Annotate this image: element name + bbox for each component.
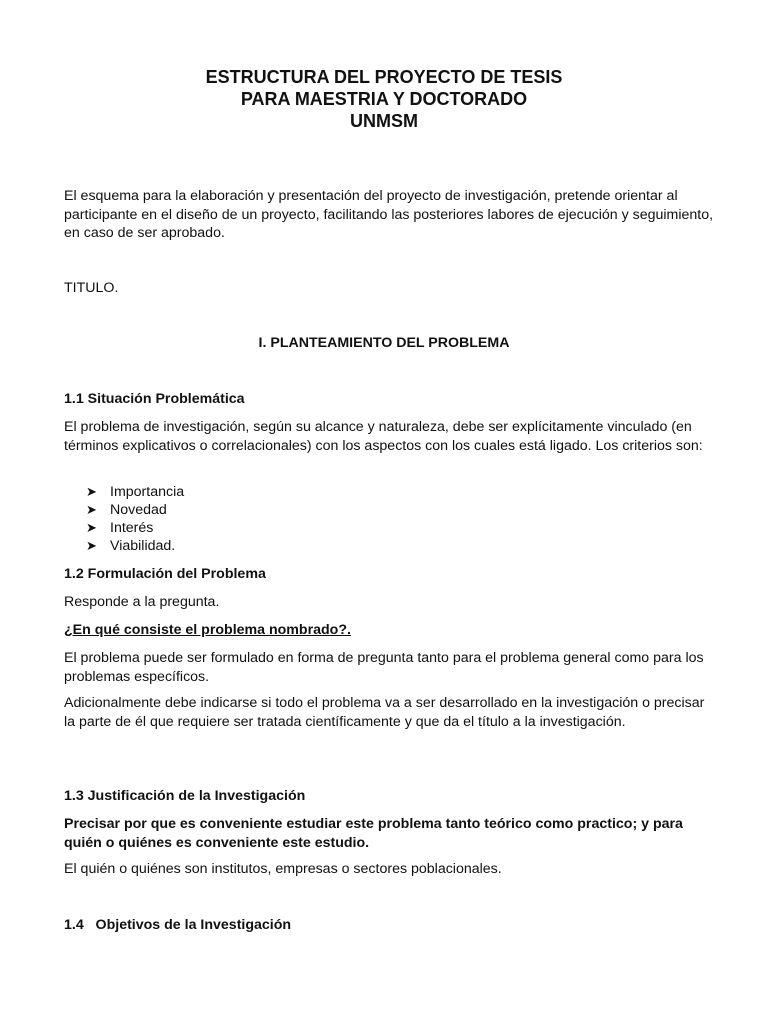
- section-1-4-heading: 1.4 Objetivos de la Investigación: [64, 917, 292, 933]
- section-1-1-text: El problema de investigación, según su alcance y naturaleza, debe ser explícitamente vinculado (en términos explicativos o correlacionales) con los aspectos con los cuales está ligado. Los criterios son:: [64, 419, 703, 454]
- arrow-bullet-icon: ➤: [86, 502, 97, 517]
- arrow-bullet-icon: ➤: [86, 538, 97, 553]
- list-item-label: Interés: [110, 520, 154, 536]
- section-1-2-text-3: Adicionalmente debe indicarse si todo el problema va a ser desarrollado en la investigación o precisar la parte de él que requiere ser tratada científicamente y que da el título a la investigación.: [64, 695, 705, 730]
- title-line-2: PARA MAESTRIA Y DOCTORADO: [240, 89, 528, 109]
- list-item: [64, 537, 714, 555]
- section-1-3-text: El quién o quiénes son institutos, empresas o sectores poblacionales.: [64, 861, 502, 877]
- list-item-label: Viabilidad.: [110, 538, 176, 554]
- section-1-3-heading: 1.3 Justificación de la Investigación: [64, 788, 306, 804]
- list-item-label: Importancia: [110, 484, 185, 500]
- list-item: [64, 501, 714, 519]
- list-item: [64, 519, 714, 537]
- intro-paragraph: El esquema para la elaboración y presentación del proyecto de investigación, pretende orientar al participante en el diseño de un proyecto, facilitando las posteriores labores de ejecución y seguimiento, en caso de ser aprobado.: [64, 188, 714, 241]
- section-1-2-heading: 1.2 Formulación del Problema: [64, 566, 266, 582]
- section-1-heading: I. PLANTEAMIENTO DEL PROBLEMA: [258, 335, 510, 351]
- section-1-2-question: ¿En qué consiste el problema nombrado?.: [64, 622, 351, 638]
- title-line-3: UNMSM: [350, 111, 418, 131]
- section-1-2-text-2: El problema puede ser formulado en forma de pregunta tanto para el problema general como para los problemas específicos.: [64, 650, 704, 685]
- section-1-1-heading: 1.1 Situación Problemática: [64, 391, 245, 407]
- list-item-label: Novedad: [110, 502, 167, 518]
- section-1-3-bold-text: Precisar por que es conveniente estudiar este problema tanto teórico como practico; y para quién o quiénes es conveniente este estudio.: [64, 816, 683, 851]
- arrow-bullet-icon: ➤: [86, 484, 97, 499]
- criteria-list: [64, 483, 714, 555]
- list-item: [64, 483, 714, 501]
- titulo-label: TITULO.: [64, 280, 119, 296]
- title-line-1: ESTRUCTURA DEL PROYECTO DE TESIS: [205, 67, 563, 87]
- section-1-2-text-1: Responde a la pregunta.: [64, 594, 220, 610]
- document-title: [0, 66, 768, 132]
- arrow-bullet-icon: ➤: [86, 520, 97, 535]
